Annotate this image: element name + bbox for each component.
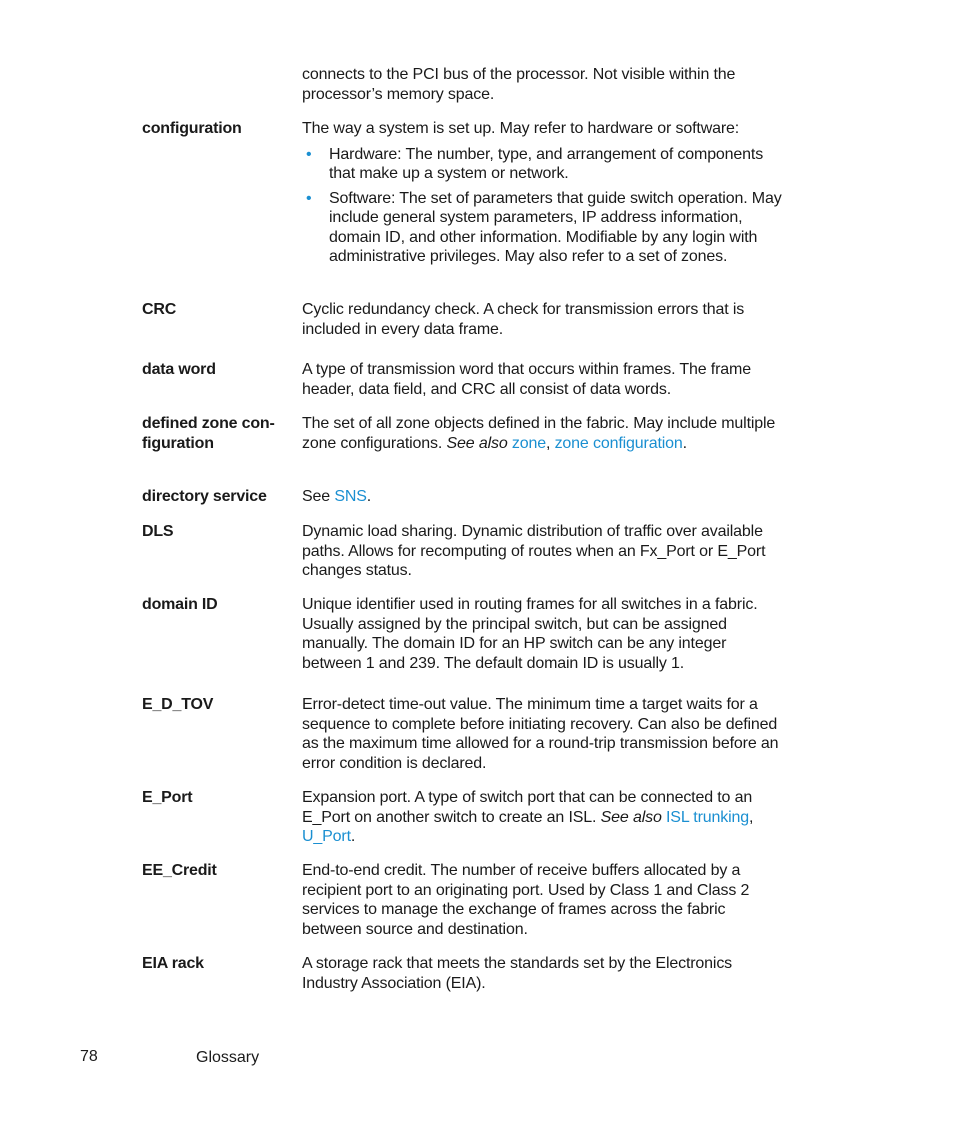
- entry-term: EE_Credit: [142, 862, 217, 879]
- bullet-text: Software: The set of parameters that guide switch operation. May include general system parameters, IP address information, domain ID, and other information. Modifiable by any login with administrative privileges. May also refer to a set of zones.: [329, 189, 782, 265]
- entry-definition: Dynamic load sharing. Dynamic distribution of traffic over available paths. Allows for recomputing of routes when an Fx_Port or E_Port changes status.: [302, 523, 766, 579]
- entry-definition: A storage rack that meets the standards set by the Electronics Industry Association (EIA).: [302, 955, 733, 992]
- separator: ,: [749, 808, 754, 826]
- bullet-item: [302, 145, 787, 184]
- entry-term: E_Port: [142, 789, 193, 806]
- entry-definition: [302, 788, 787, 847]
- entry-definition: connects to the PCI bus of the processor. Not visible within the processor’s memory space.: [302, 66, 736, 103]
- link-u-port[interactable]: U_Port: [302, 828, 351, 845]
- entry-term: configuration: [142, 120, 242, 137]
- bullet-icon: •: [306, 145, 312, 163]
- period: .: [366, 488, 372, 505]
- entry-term: CRC: [142, 301, 177, 318]
- entry-definition: Unique identifier used in routing frames for all switches in a fabric. Usually assigned by the principal switch, but can be assigned manually. The domain ID for an HP switch can be any integer between 1 and 239. The default domain ID is usually 1.: [302, 596, 758, 672]
- page-number: 78: [80, 1048, 98, 1065]
- definition-text: Expansion port. A type of switch port that can be connected to an E_Port on another switch to create an ISL.: [302, 789, 753, 826]
- link-zone-configuration[interactable]: zone configuration: [554, 434, 683, 452]
- entry-term: defined zone con- figuration: [142, 415, 275, 452]
- entry-definition: [302, 119, 787, 272]
- link-isl-trunking[interactable]: ISL trunking: [666, 808, 749, 826]
- bullet-list: [302, 145, 787, 267]
- definition-text: The set of all zone objects defined in the fabric. May include multiple zone configurations.: [302, 415, 776, 452]
- period: .: [682, 434, 687, 452]
- entry-term: directory service: [142, 488, 267, 505]
- separator: ,: [545, 434, 555, 452]
- entry-definition: Error-detect time-out value. The minimum time a target waits for a sequence to complete before initiating recovery. Can also be defined as the maximum time allowed for a round-trip transmission before an error condition is declared.: [302, 696, 779, 772]
- bullet-text: Hardware: The number, type, and arrangement of components that make up a system or network.: [329, 145, 764, 182]
- entry-definition: [302, 487, 787, 507]
- bullet-item: [302, 189, 787, 267]
- entry-definition: A type of transmission word that occurs within frames. The frame header, data field, and CRC all consist of data words.: [302, 361, 751, 398]
- entry-term: E_D_TOV: [142, 696, 214, 713]
- entry-term: data word: [142, 361, 216, 378]
- definition-text: See: [302, 488, 335, 505]
- entry-definition: [302, 414, 787, 453]
- link-sns[interactable]: SNS: [334, 488, 367, 505]
- bullet-icon: •: [306, 189, 312, 207]
- entry-term: DLS: [142, 523, 174, 540]
- entry-definition: End-to-end credit. The number of receive buffers allocated by a recipient port to an originating port. Used by Class 1 and Class 2 services to manage the exchange of frames across the fabric between source and destination.: [302, 862, 750, 938]
- entry-term: domain ID: [142, 596, 218, 613]
- period: .: [350, 828, 356, 845]
- entry-term: EIA rack: [142, 955, 204, 972]
- see-also-label: See also: [600, 808, 662, 826]
- entry-definition: Cyclic redundancy check. A check for transmission errors that is included in every data frame.: [302, 301, 745, 338]
- see-also-label: See also: [446, 434, 508, 452]
- footer-section-label: Glossary: [196, 1049, 260, 1066]
- link-zone[interactable]: zone: [511, 434, 546, 452]
- definition-text: The way a system is set up. May refer to hardware or software:: [302, 120, 740, 137]
